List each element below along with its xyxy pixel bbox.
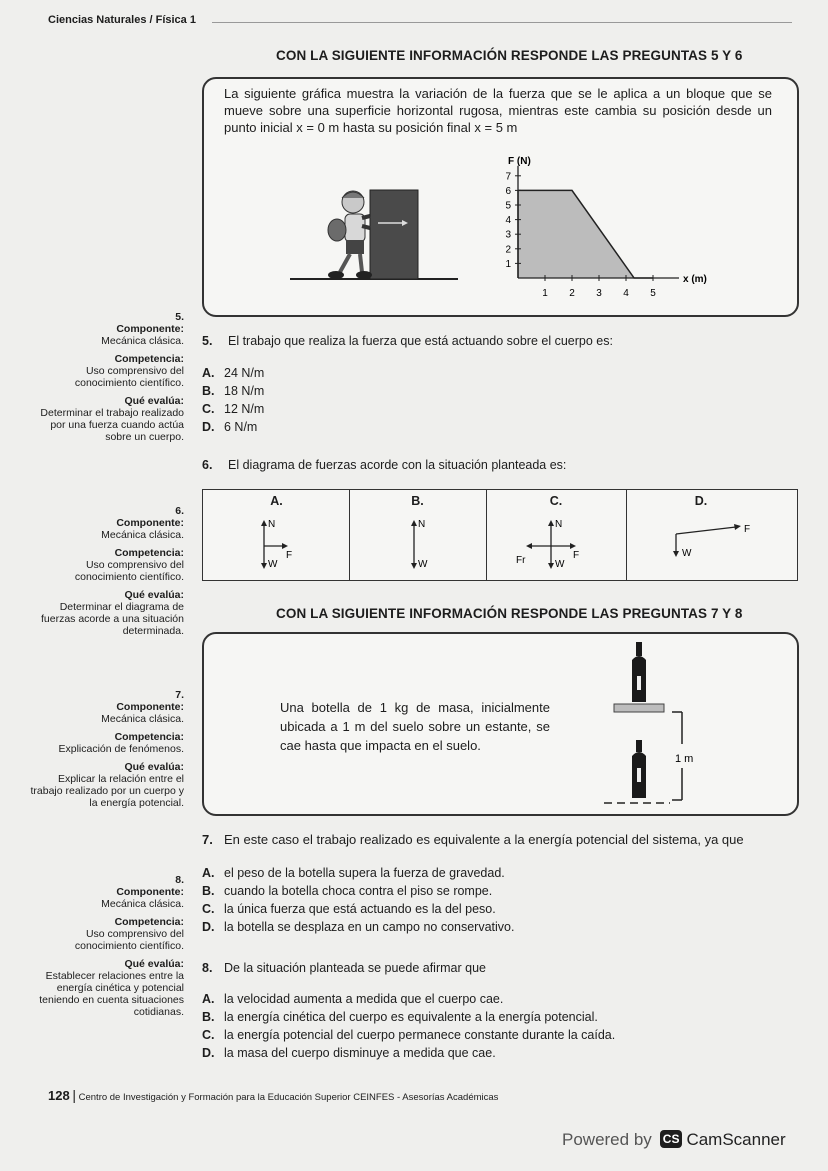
side-q6-componente-label: Componente: [116,517,184,529]
footer-text: Centro de Investigación y Formación para la Educación Superior CEINFES - Asesorías Académicas [78,1092,499,1103]
x-axis-label: x (m) [683,274,707,285]
diagram-d-f: F [744,524,751,535]
diagram-option-b[interactable] [349,490,487,580]
q7-text: En este caso el trabajo realizado es equivalente a la energía potencial del sistema, ya que [224,832,744,847]
diagram-b-n: N [418,519,426,530]
q7-option-c[interactable] [202,900,514,918]
diagram-c-w: W [555,559,565,570]
option-letter: D. [202,920,215,934]
section-title-7-8: CON LA SIGUIENTE INFORMACIÓN RESPONDE LAS PREGUNTAS 7 Y 8 [276,606,743,621]
page-footer: 128 | Centro de Investigación y Formación para la Educación Superior CEINFES - Asesorías Académicas [48,1087,499,1103]
x-tick-label: 3 [596,288,602,299]
y-tick-label: 5 [505,200,511,212]
side-q6-evalua-label: Qué evalúa: [124,589,184,601]
q5-option-d[interactable] [202,418,264,436]
side-q6-competencia-label: Competencia: [114,547,184,559]
diagram-a-f: F [286,550,293,561]
q8-option-b[interactable] [202,1008,615,1026]
intro-text: La siguiente gráfica muestra la variación de la fuerza que se le aplica a un bloque que se mueve sobre una superficie horizontal rugosa, mientras este cambia su posición desde un punto inicial x = 0 m hasta su posición final x = 5 m [224,86,772,135]
y-tick-label: 3 [505,229,511,241]
question-8 [202,961,486,975]
question-6 [202,458,566,472]
side-q6-competencia: Uso comprensivo del conocimiento científico. [74,559,184,583]
camscanner-logo-icon: CS [660,1130,683,1148]
diagram-b-vectors [404,518,454,570]
side-q8-competencia-label: Competencia: [114,916,184,928]
option-text: 18 N/m [224,384,265,398]
q7-option-d[interactable] [202,918,514,936]
diagram-c-fr: Fr [516,555,526,566]
option-text: la energía potencial del cuerpo permanece constante durante la caída. [224,1028,616,1042]
diagram-option-c[interactable] [486,490,627,580]
side-q7-num: 7. [175,689,184,701]
option-text: cuando la botella choca contra el piso se rompe. [224,884,493,898]
side-q8-evalua-label: Qué evalúa: [124,958,184,970]
q8-option-c[interactable] [202,1026,615,1044]
q8-text: De la situación planteada se puede afirmar que [224,961,486,975]
side-q5-num: 5. [175,311,184,323]
option-letter: D. [202,420,215,434]
diagram-option-d[interactable] [626,490,796,580]
side-q6-componente: Mecánica clásica. [101,529,184,541]
option-text: 24 N/m [224,366,265,380]
bottle-fall-illustration [600,638,700,810]
y-tick-label: 1 [505,258,511,270]
side-q7-competencia: Explicación de fenómenos. [58,743,184,755]
diagram-d-label: D. [694,494,708,508]
q7-number: 7. [202,832,213,847]
diagram-c-vectors [516,518,596,570]
option-letter: D. [202,1046,215,1060]
section-title-5-6: CON LA SIGUIENTE INFORMACIÓN RESPONDE LAS PREGUNTAS 5 Y 6 [276,48,743,63]
side-q6-num: 6. [175,505,184,517]
side-q8-componente-label: Componente: [116,886,184,898]
side-info-q8 [24,874,184,1018]
option-text: la masa del cuerpo disminuye a medida que cae. [224,1046,496,1060]
diagram-d-vectors [664,518,774,570]
force-area [518,190,653,278]
page-number: 128 [48,1088,70,1103]
side-info-q6 [24,505,184,637]
force-position-chart [482,150,707,312]
side-q5-evalua: Determinar el trabajo realizado por una fuerza cuando actúa sobre un cuerpo. [40,407,184,443]
diagram-a-w: W [268,559,278,570]
x-tick-label: 5 [650,288,656,299]
diagram-b-label: B. [411,494,424,508]
q6-number: 6. [202,458,213,472]
option-letter: A. [202,366,215,380]
side-q5-competencia-label: Competencia: [114,353,184,365]
option-letter: C. [202,902,215,916]
camscanner-name: CamScanner [686,1130,786,1149]
question-5 [202,334,613,348]
q8-option-d[interactable] [202,1044,615,1062]
question-7 [202,832,744,847]
option-letter: A. [202,992,215,1006]
q5-options [202,364,264,436]
side-q7-componente: Mecánica clásica. [101,713,184,725]
q5-option-b[interactable] [202,382,264,400]
diagram-a-label: A. [270,494,283,508]
diagram-option-a[interactable] [204,490,350,580]
diagram-c-n: N [555,519,563,530]
side-q5-componente-label: Componente: [116,323,184,335]
y-tick-label: 6 [505,185,511,197]
option-text: 6 N/m [224,420,258,434]
height-label: 1 m [675,753,694,765]
diagram-c-f: F [573,550,580,561]
option-text: la botella se desplaza en un campo no conservativo. [224,920,515,934]
option-text: la única fuerza que está actuando es la del peso. [224,902,496,916]
option-letter: B. [202,384,215,398]
option-letter: C. [202,1028,215,1042]
q7-option-a[interactable] [202,864,514,882]
q8-option-a[interactable] [202,990,615,1008]
diagram-a-n: N [268,519,276,530]
side-q7-evalua: Explicar la relación entre el trabajo realizado por un cuerpo y la energía potencial. [30,773,184,809]
side-q8-num: 8. [175,874,184,886]
option-letter: A. [202,866,215,880]
side-q6-evalua: Determinar el diagrama de fuerzas acorde a una situación determinada. [40,601,184,637]
x-tick-label: 2 [569,288,575,299]
y-axis-label: F (N) [508,156,531,167]
option-letter: B. [202,1010,215,1024]
side-info-q5 [24,311,184,443]
header-rule [212,22,792,23]
option-text: la velocidad aumenta a medida que el cuerpo cae. [224,992,504,1006]
option-text: la energía cinética del cuerpo es equivalente a la energía potencial. [224,1010,598,1024]
side-q8-competencia: Uso comprensivo del conocimiento científico. [74,928,184,952]
bottle-text: Una botella de 1 kg de masa, inicialmente ubicada a 1 m del suelo sobre un estante, se cae hasta que impacta en el suelo. [280,700,550,753]
diagram-a-vectors [254,518,314,570]
side-q8-evalua: Establecer relaciones entre la energía cinética y potencial teniendo en cuenta situaciones cotidianas. [39,970,184,1018]
x-tick-label: 1 [542,288,548,299]
q5-option-a[interactable] [202,364,264,382]
side-q7-componente-label: Componente: [116,701,184,713]
diagram-c-label: C. [549,494,563,508]
option-letter: B. [202,884,215,898]
option-letter: C. [202,402,215,416]
side-q8-componente: Mecánica clásica. [101,898,184,910]
y-tick-label: 4 [505,215,511,227]
side-q5-componente: Mecánica clásica. [101,335,184,347]
y-tick-label: 2 [505,244,511,256]
q8-number: 8. [202,961,213,975]
q8-options [202,990,615,1062]
y-tick-label: 7 [505,171,511,183]
powered-by-text: Powered by [562,1130,652,1149]
q6-text: El diagrama de fuerzas acorde con la situación planteada es: [228,458,567,472]
side-q5-evalua-label: Qué evalúa: [124,395,184,407]
side-info-q7 [24,689,184,809]
diagram-d-w: W [682,548,692,559]
x-tick-label: 4 [623,288,629,299]
kid-pushing-block-illustration [290,180,460,285]
q5-number: 5. [202,334,213,348]
camscanner-watermark [562,1130,786,1150]
q7-options [202,864,514,936]
q7-option-b[interactable] [202,882,514,900]
option-text: 12 N/m [224,402,265,416]
q5-option-c[interactable] [202,400,264,418]
header-title: Ciencias Naturales / Física 1 [48,14,196,26]
side-q5-competencia: Uso comprensivo del conocimiento científico. [74,365,184,389]
option-text: el peso de la botella supera la fuerza de gravedad. [224,866,505,880]
diagram-b-w: W [418,559,428,570]
q5-text: El trabajo que realiza la fuerza que está actuando sobre el cuerpo es: [228,334,613,348]
side-q7-evalua-label: Qué evalúa: [124,761,184,773]
side-q7-competencia-label: Competencia: [114,731,184,743]
